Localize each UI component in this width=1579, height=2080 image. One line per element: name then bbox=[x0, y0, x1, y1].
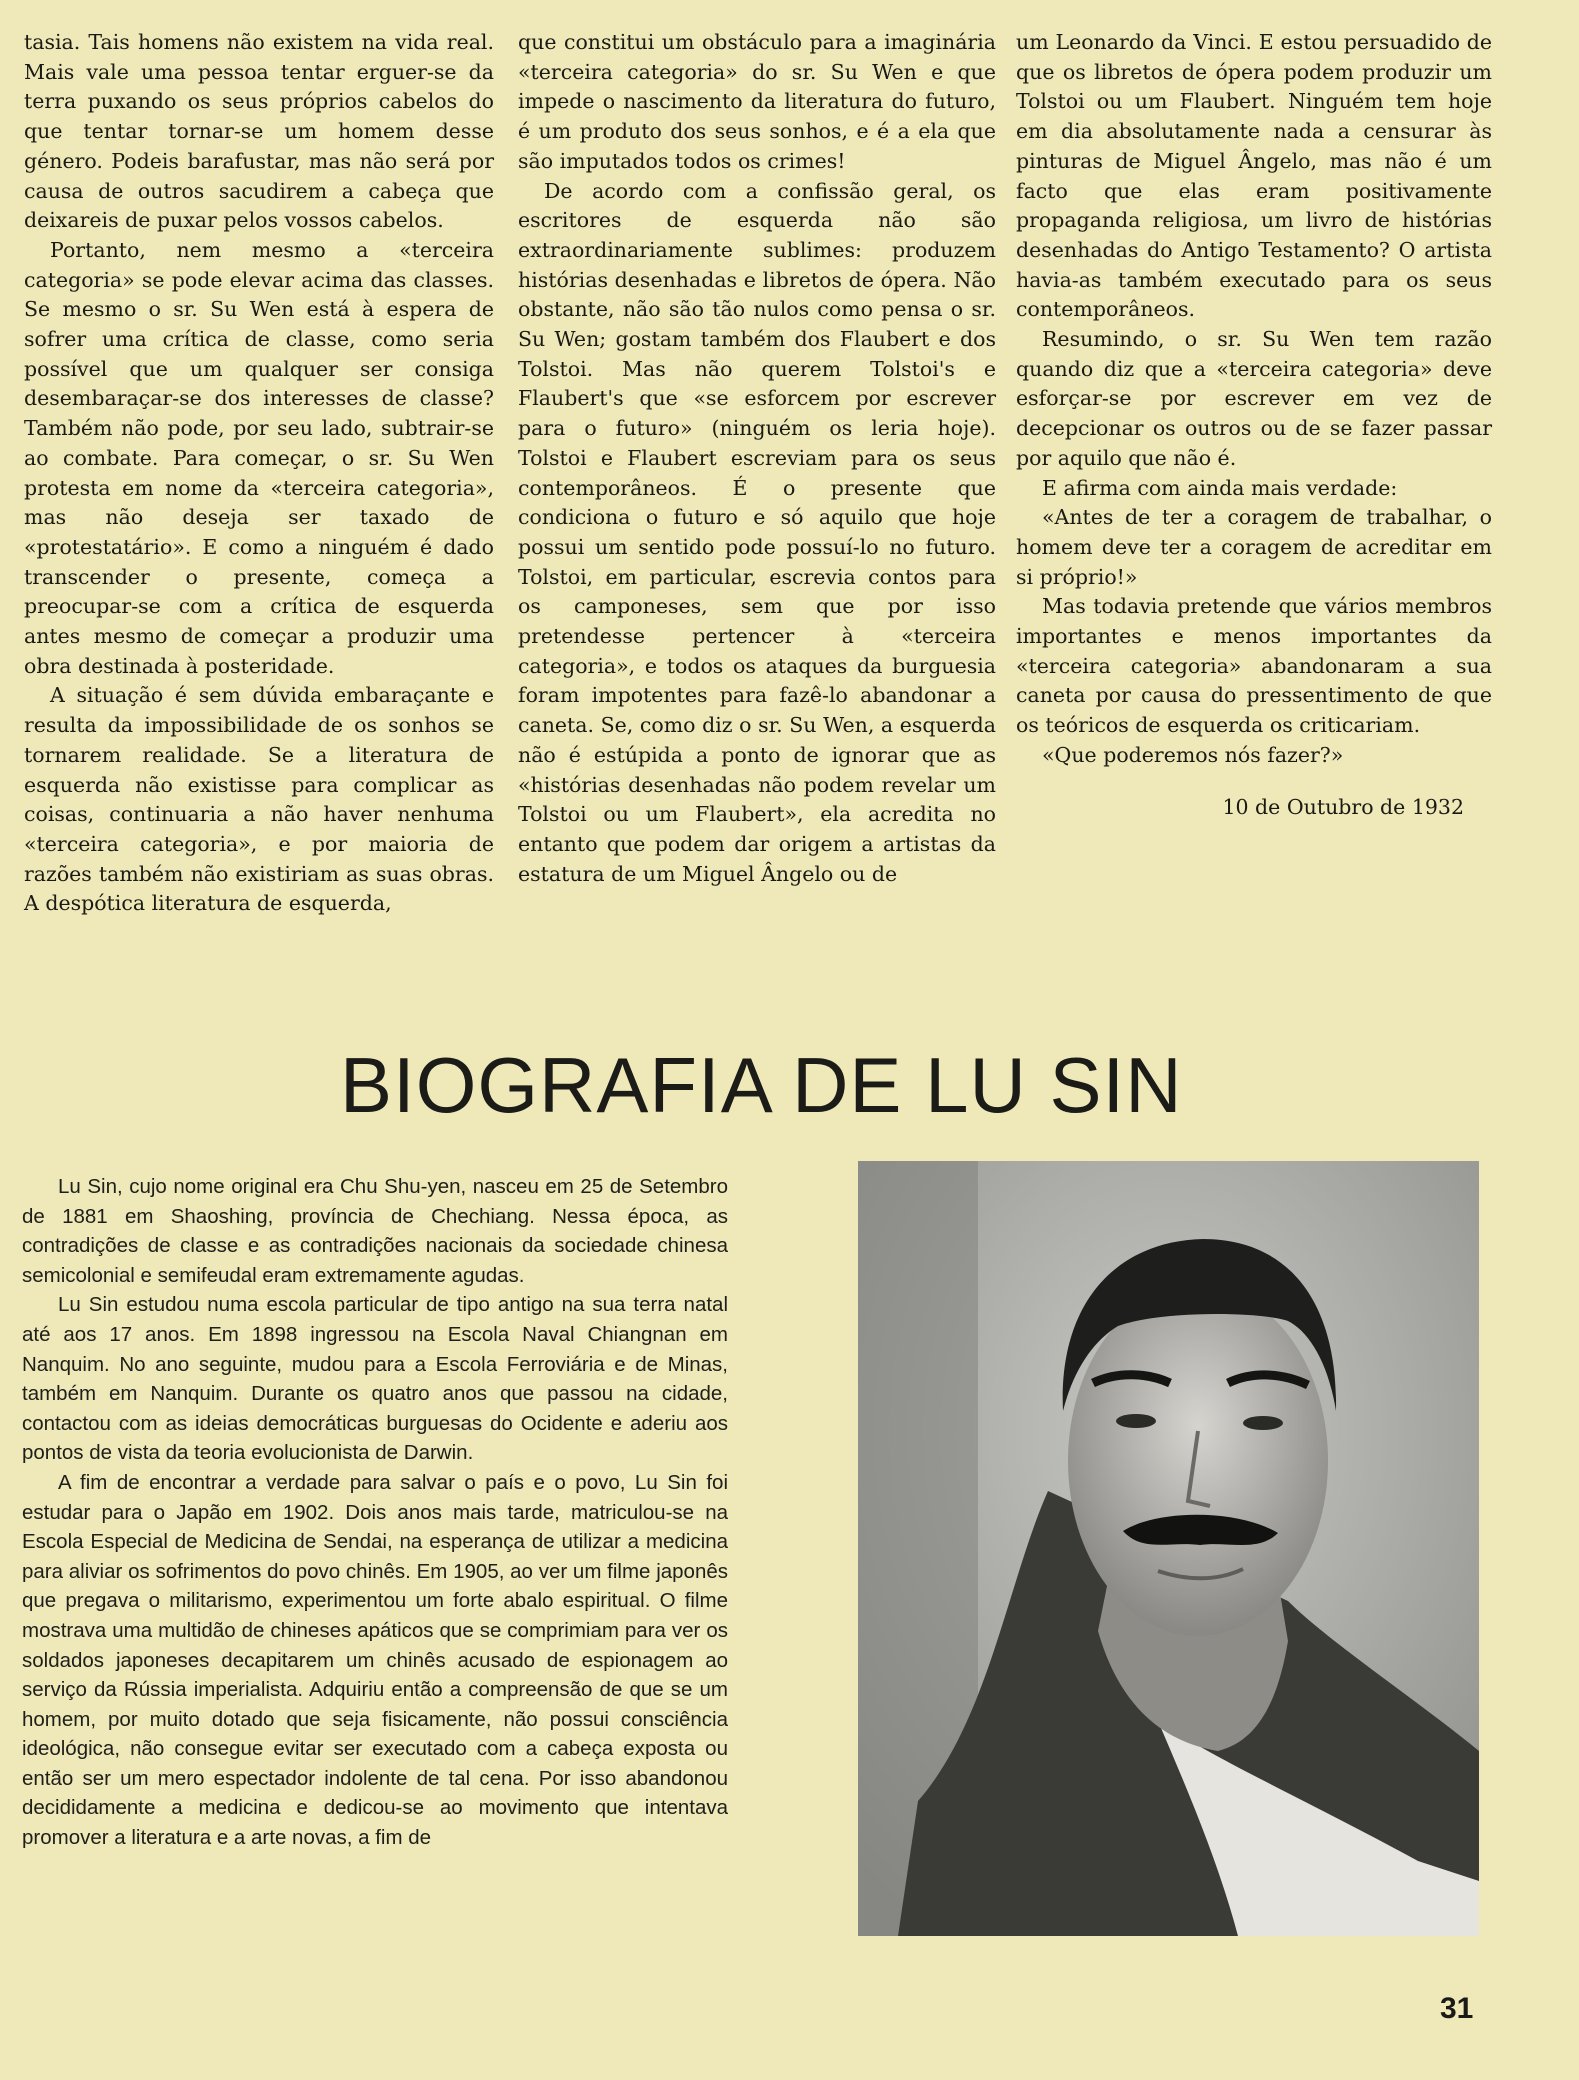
biography-text bbox=[22, 1172, 728, 1853]
paragraph: que constitui um obstáculo para a imaginária «terceira categoria» do sr. Su Wen e que impede o nascimento da literatura do futuro, é um produto dos seus sonhos, e é a ela que são imputados todos os crimes! bbox=[518, 30, 996, 173]
paragraph: Lu Sin estudou numa escola particular de tipo antigo na sua terra natal até aos 17 anos. Em 1898 ingressou na Escola Naval Chiangnan em Nanquim. No ano seguinte, mudou para a Escola Ferroviária e de Minas, também em Nanquim. Durante os quatro anos que passou na cidade, contactou com as ideias democráticas burguesas do Ocidente e aderiu aos pontos de vista da teoria evolucionista de Darwin. bbox=[22, 1293, 728, 1465]
paragraph: Mas todavia pretende que vários membros importantes e menos importantes da «terceira categoria» abandonaram a sua caneta por causa do pressentimento de que os teóricos de esquerda os criticariam. bbox=[1016, 594, 1492, 738]
article-date: 10 de Outubro de 1932 bbox=[1222, 794, 1464, 819]
paragraph: tasia. Tais homens não existem na vida real. Mais vale uma pessoa tentar erguer-se da terra puxando os seus próprios cabelos do que tentar tornar-se um homem desse género. Podeis barafustar, mas não será por causa de outros sacudirem a cabeça que deixareis de puxar pelos vossos cabelos. bbox=[24, 30, 494, 233]
paragraph: Resumindo, o sr. Su Wen tem razão quando diz que a «terceira categoria» deve esforçar-se por escrever em vez de decepcionar os outros ou de se fazer passar por aquilo que não é. bbox=[1016, 327, 1492, 470]
article-column-2 bbox=[518, 28, 996, 889]
paragraph: Portanto, nem mesmo a «terceira categoria» se pode elevar acima das classes. Se mesmo o sr. Su Wen está à espera de sofrer uma crítica de classe, como seria possível que um qualquer ser consiga desembaraçar-se dos interesses de classe? Também não pode, por seu lado, subtrair-se ao combate. Para começar, o sr. Su Wen protesta em nome da «terceira categoria», mas não deseja ser taxado de «protestatário». E como a ninguém é dado transcender o presente, começa a preocupar-se com a crítica de esquerda antes mesmo de começar a produzir uma obra destinada à posteridade. bbox=[24, 237, 494, 678]
portrait-illustration bbox=[858, 1161, 1479, 1936]
paragraph: «Antes de ter a coragem de trabalhar, o homem deve ter a coragem de acreditar em si próprio!» bbox=[1016, 505, 1492, 589]
paragraph: Lu Sin, cujo nome original era Chu Shu-yen, nasceu em 25 de Setembro de 1881 em Shaoshing, província de Chechiang. Nessa época, as contradições de classe e as contradições nacionais da sociedade chinesa semicolonial e semifeudal eram extremamente agudas. bbox=[22, 1175, 728, 1287]
paragraph: De acordo com a confissão geral, os escritores de esquerda não são extraordinariamente sublimes: produzem histórias desenhadas e libretos de ópera. Não obstante, não são tão nulos como pensa o sr. Su Wen; gostam também dos Flaubert e dos Tolstoi. Mas não querem Tolstoi's e Flaubert's que «se esforcem por escrever para o futuro» (ninguém os leria hoje). Tolstoi e Flaubert escreviam para os seus contemporâneos. É o presente que condiciona o futuro e só aquilo que hoje possui um sentido pode possuí-lo no futuro. Tolstoi, em particular, escrevia contos para os camponeses, sem que por isso pretendesse pertencer à «terceira categoria», e todos os ataques da burguesia foram impotentes para fazê-lo abandonar a caneta. Se, como diz o sr. Su Wen, a esquerda não é estúpida a ponto de ignorar que as «histórias desenhadas não podem revelar um Tolstoi ou um Flaubert», ela acredita no entanto que podem dar origem a artistas da estatura de um Miguel Ângelo ou de bbox=[518, 178, 996, 886]
portrait-photo bbox=[858, 1161, 1479, 1936]
page-number: 31 bbox=[1440, 1992, 1474, 2025]
paragraph: um Leonardo da Vinci. E estou persuadido de que os libretos de ópera podem produzir um Tolstoi ou um Flaubert. Ninguém tem hoje em dia absolutamente nada a censurar às pinturas de Miguel Ângelo, mas não é um facto que elas eram positivamente propaganda religiosa, um livro de histórias desenhadas do Antigo Testamento? O artista havia-as também executado para os seus contemporâneos. bbox=[1016, 30, 1492, 322]
section-title: BIOGRAFIA DE LU SIN bbox=[340, 1041, 1183, 1129]
paragraph: A situação é sem dúvida embaraçante e resulta da impossibilidade de os sonhos se tornarem realidade. Se a literatura de esquerda não existisse para complicar as coisas, continuaria a não haver nenhuma «terceira categoria», e por maioria de razões também não existiriam as suas obras. A despótica literatura de esquerda, bbox=[24, 683, 494, 916]
paragraph: «Que poderemos nós fazer?» bbox=[1042, 742, 1344, 767]
paragraph: A fim de encontrar a verdade para salvar o país e o povo, Lu Sin foi estudar para o Japão em 1902. Dois anos mais tarde, matriculou-se na Escola Especial de Medicina de Sendai, na esperança de utilizar a medicina para aliviar os sofrimentos do povo chinês. Em 1905, ao ver um filme japonês que pregava o militarismo, experimentou um forte abalo espiritual. O filme mostrava uma multidão de chineses apáticos que se comprimiam para ver os soldados japoneses decapitarem um chinês acusado de espionagem ao serviço da Rússia imperialista. Adquiriu então a compreensão de que se um homem, por muito dotado que seja fisicamente, não possui consciência ideológica, não consegue evitar ser executado com a cabeça exposta ou então ser um mero espectador indolente de tal cena. Por isso abandonou decididamente a medicina e dedicou-se ao movimento que intentava promover a literatura e a arte novas, a fim de bbox=[22, 1470, 728, 1850]
paragraph: E afirma com ainda mais verdade: bbox=[1042, 475, 1398, 500]
article-column-1 bbox=[24, 28, 494, 919]
article-column-3 bbox=[1016, 28, 1492, 822]
